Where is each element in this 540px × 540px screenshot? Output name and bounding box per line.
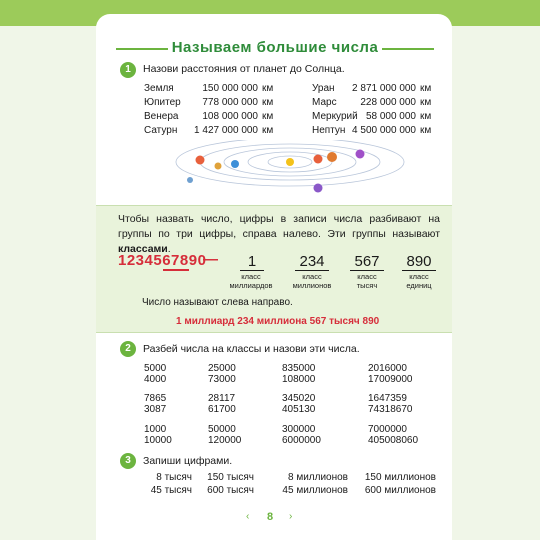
page-next-arrow-icon: › xyxy=(289,511,293,522)
solar-system-illustration xyxy=(150,140,410,202)
class-label-line1: класс xyxy=(241,272,261,281)
class-label-line2: единиц xyxy=(406,281,432,290)
unit-km: км xyxy=(420,125,432,136)
unit-km: км xyxy=(262,125,274,136)
class-label xyxy=(220,272,282,290)
number-item: 835000 xyxy=(282,363,316,374)
planet-icon xyxy=(215,163,222,170)
class-label-line1: класс xyxy=(357,272,377,281)
word-number: 600 миллионов xyxy=(364,485,436,496)
class-digits: 234 xyxy=(295,253,329,271)
class-digits: 890 xyxy=(402,253,436,271)
planet-distance: 2 871 000 000 xyxy=(352,83,416,94)
number-item: 7865 xyxy=(144,393,167,404)
number-item: 405008060 xyxy=(368,435,419,446)
title-rule-right xyxy=(382,48,434,50)
class-digits: 1 xyxy=(240,253,264,271)
task-number-1: 1 xyxy=(120,62,136,78)
number-item: 73000 xyxy=(208,374,236,385)
rule-text xyxy=(118,212,440,257)
rule-box-top-border xyxy=(96,205,452,206)
page-prev-arrow-icon: ‹ xyxy=(246,511,250,522)
number-item: 120000 xyxy=(208,435,242,446)
planet-icon xyxy=(314,155,323,164)
class-label-line2: миллиардов xyxy=(229,281,273,290)
planet-distance: 778 000 000 xyxy=(202,97,258,108)
planet-distance: 228 000 000 xyxy=(360,97,416,108)
planet-name: Марс xyxy=(312,97,337,108)
planet-icon xyxy=(356,150,365,159)
rule-text-main: Чтобы назвать число, цифры в записи числа разбивают на группы по три цифры, справа налево. Эти группы называют xyxy=(118,213,440,240)
number-item: 4000 xyxy=(144,374,167,385)
number-item: 50000 xyxy=(208,424,236,435)
number-item: 61700 xyxy=(208,404,236,415)
class-group xyxy=(350,253,384,271)
planet-name: Земля xyxy=(144,83,174,94)
read-note: Число называют слева направо. xyxy=(142,297,293,308)
example-underline xyxy=(163,269,189,271)
planet-icon xyxy=(187,177,193,183)
unit-km: км xyxy=(420,97,432,108)
class-label-line1: класс xyxy=(302,272,322,281)
number-item: 3087 xyxy=(144,404,167,415)
number-item: 405130 xyxy=(282,404,316,415)
planet-icon xyxy=(314,184,323,193)
word-number: 600 тысяч xyxy=(207,485,254,496)
planet-distance: 58 000 000 xyxy=(365,111,416,122)
rule-term-bold: классами xyxy=(118,243,168,255)
planet-name: Нептун xyxy=(312,125,346,136)
rule-text-end: . xyxy=(167,243,171,255)
task3-text: Запиши цифрами. xyxy=(143,455,233,467)
word-number: 150 тысяч xyxy=(207,472,254,483)
unit-km: км xyxy=(262,111,274,122)
word-number: 45 тысяч xyxy=(150,485,192,496)
number-item: 74318670 xyxy=(368,404,413,415)
number-item: 28117 xyxy=(208,393,236,404)
class-label-line1: класс xyxy=(409,272,429,281)
number-item: 17009000 xyxy=(368,374,413,385)
planet-distance: 108 000 000 xyxy=(202,111,258,122)
planet-distance: 1 427 000 000 xyxy=(194,125,258,136)
class-label xyxy=(282,272,342,290)
class-label xyxy=(340,272,394,290)
number-item: 5000 xyxy=(144,363,167,374)
word-number: 8 тысяч xyxy=(156,472,192,483)
planet-icon xyxy=(231,160,239,168)
number-item: 10000 xyxy=(144,435,172,446)
number-item: 25000 xyxy=(208,363,236,374)
class-group xyxy=(295,253,329,271)
number-item: 6000000 xyxy=(282,435,321,446)
number-item: 1000 xyxy=(144,424,167,435)
example-dash: — xyxy=(203,251,219,268)
page-number: 8 xyxy=(266,511,274,523)
planet-icon xyxy=(327,152,337,162)
word-number: 8 миллионов xyxy=(287,472,348,483)
planet-name: Юпитер xyxy=(144,97,181,108)
planet-name: Сатурн xyxy=(144,125,178,136)
word-number: 45 миллионов xyxy=(282,485,348,496)
planet-name: Уран xyxy=(312,83,335,94)
rule-box-bottom-border xyxy=(96,332,452,333)
word-number: 150 миллионов xyxy=(364,472,436,483)
class-label-line2: миллионов xyxy=(292,281,332,290)
task-number-2: 2 xyxy=(120,341,136,357)
number-item: 300000 xyxy=(282,424,316,435)
class-group xyxy=(402,253,436,271)
unit-km: км xyxy=(262,97,274,108)
class-digits: 567 xyxy=(350,253,384,271)
class-group xyxy=(240,253,264,271)
task1-text: Назови расстояния от планет до Солнца. xyxy=(143,63,345,75)
title-rule-left xyxy=(116,48,168,50)
example-number: 1234567890 xyxy=(118,252,207,269)
task-number-3: 3 xyxy=(120,453,136,469)
number-item: 345020 xyxy=(282,393,316,404)
unit-km: км xyxy=(420,83,432,94)
number-item: 1647359 xyxy=(368,393,407,404)
planet-icon xyxy=(196,156,205,165)
unit-km: км xyxy=(420,111,432,122)
number-item: 7000000 xyxy=(368,424,407,435)
planet-name: Меркурий xyxy=(312,111,358,122)
number-item: 2016000 xyxy=(368,363,407,374)
planet-distance: 150 000 000 xyxy=(202,83,258,94)
planet-distance: 4 500 000 000 xyxy=(352,125,416,136)
sun-icon xyxy=(286,158,294,166)
planet-name: Венера xyxy=(144,111,179,122)
class-label xyxy=(392,272,446,290)
unit-km: км xyxy=(262,83,274,94)
class-label-line2: тысяч xyxy=(356,281,378,290)
page-title: Называем большие числа xyxy=(171,39,379,56)
number-item: 108000 xyxy=(282,374,316,385)
task2-text: Разбей числа на классы и назови эти числа. xyxy=(143,343,360,355)
example-reading: 1 миллиард 234 миллиона 567 тысяч 890 xyxy=(176,316,380,327)
